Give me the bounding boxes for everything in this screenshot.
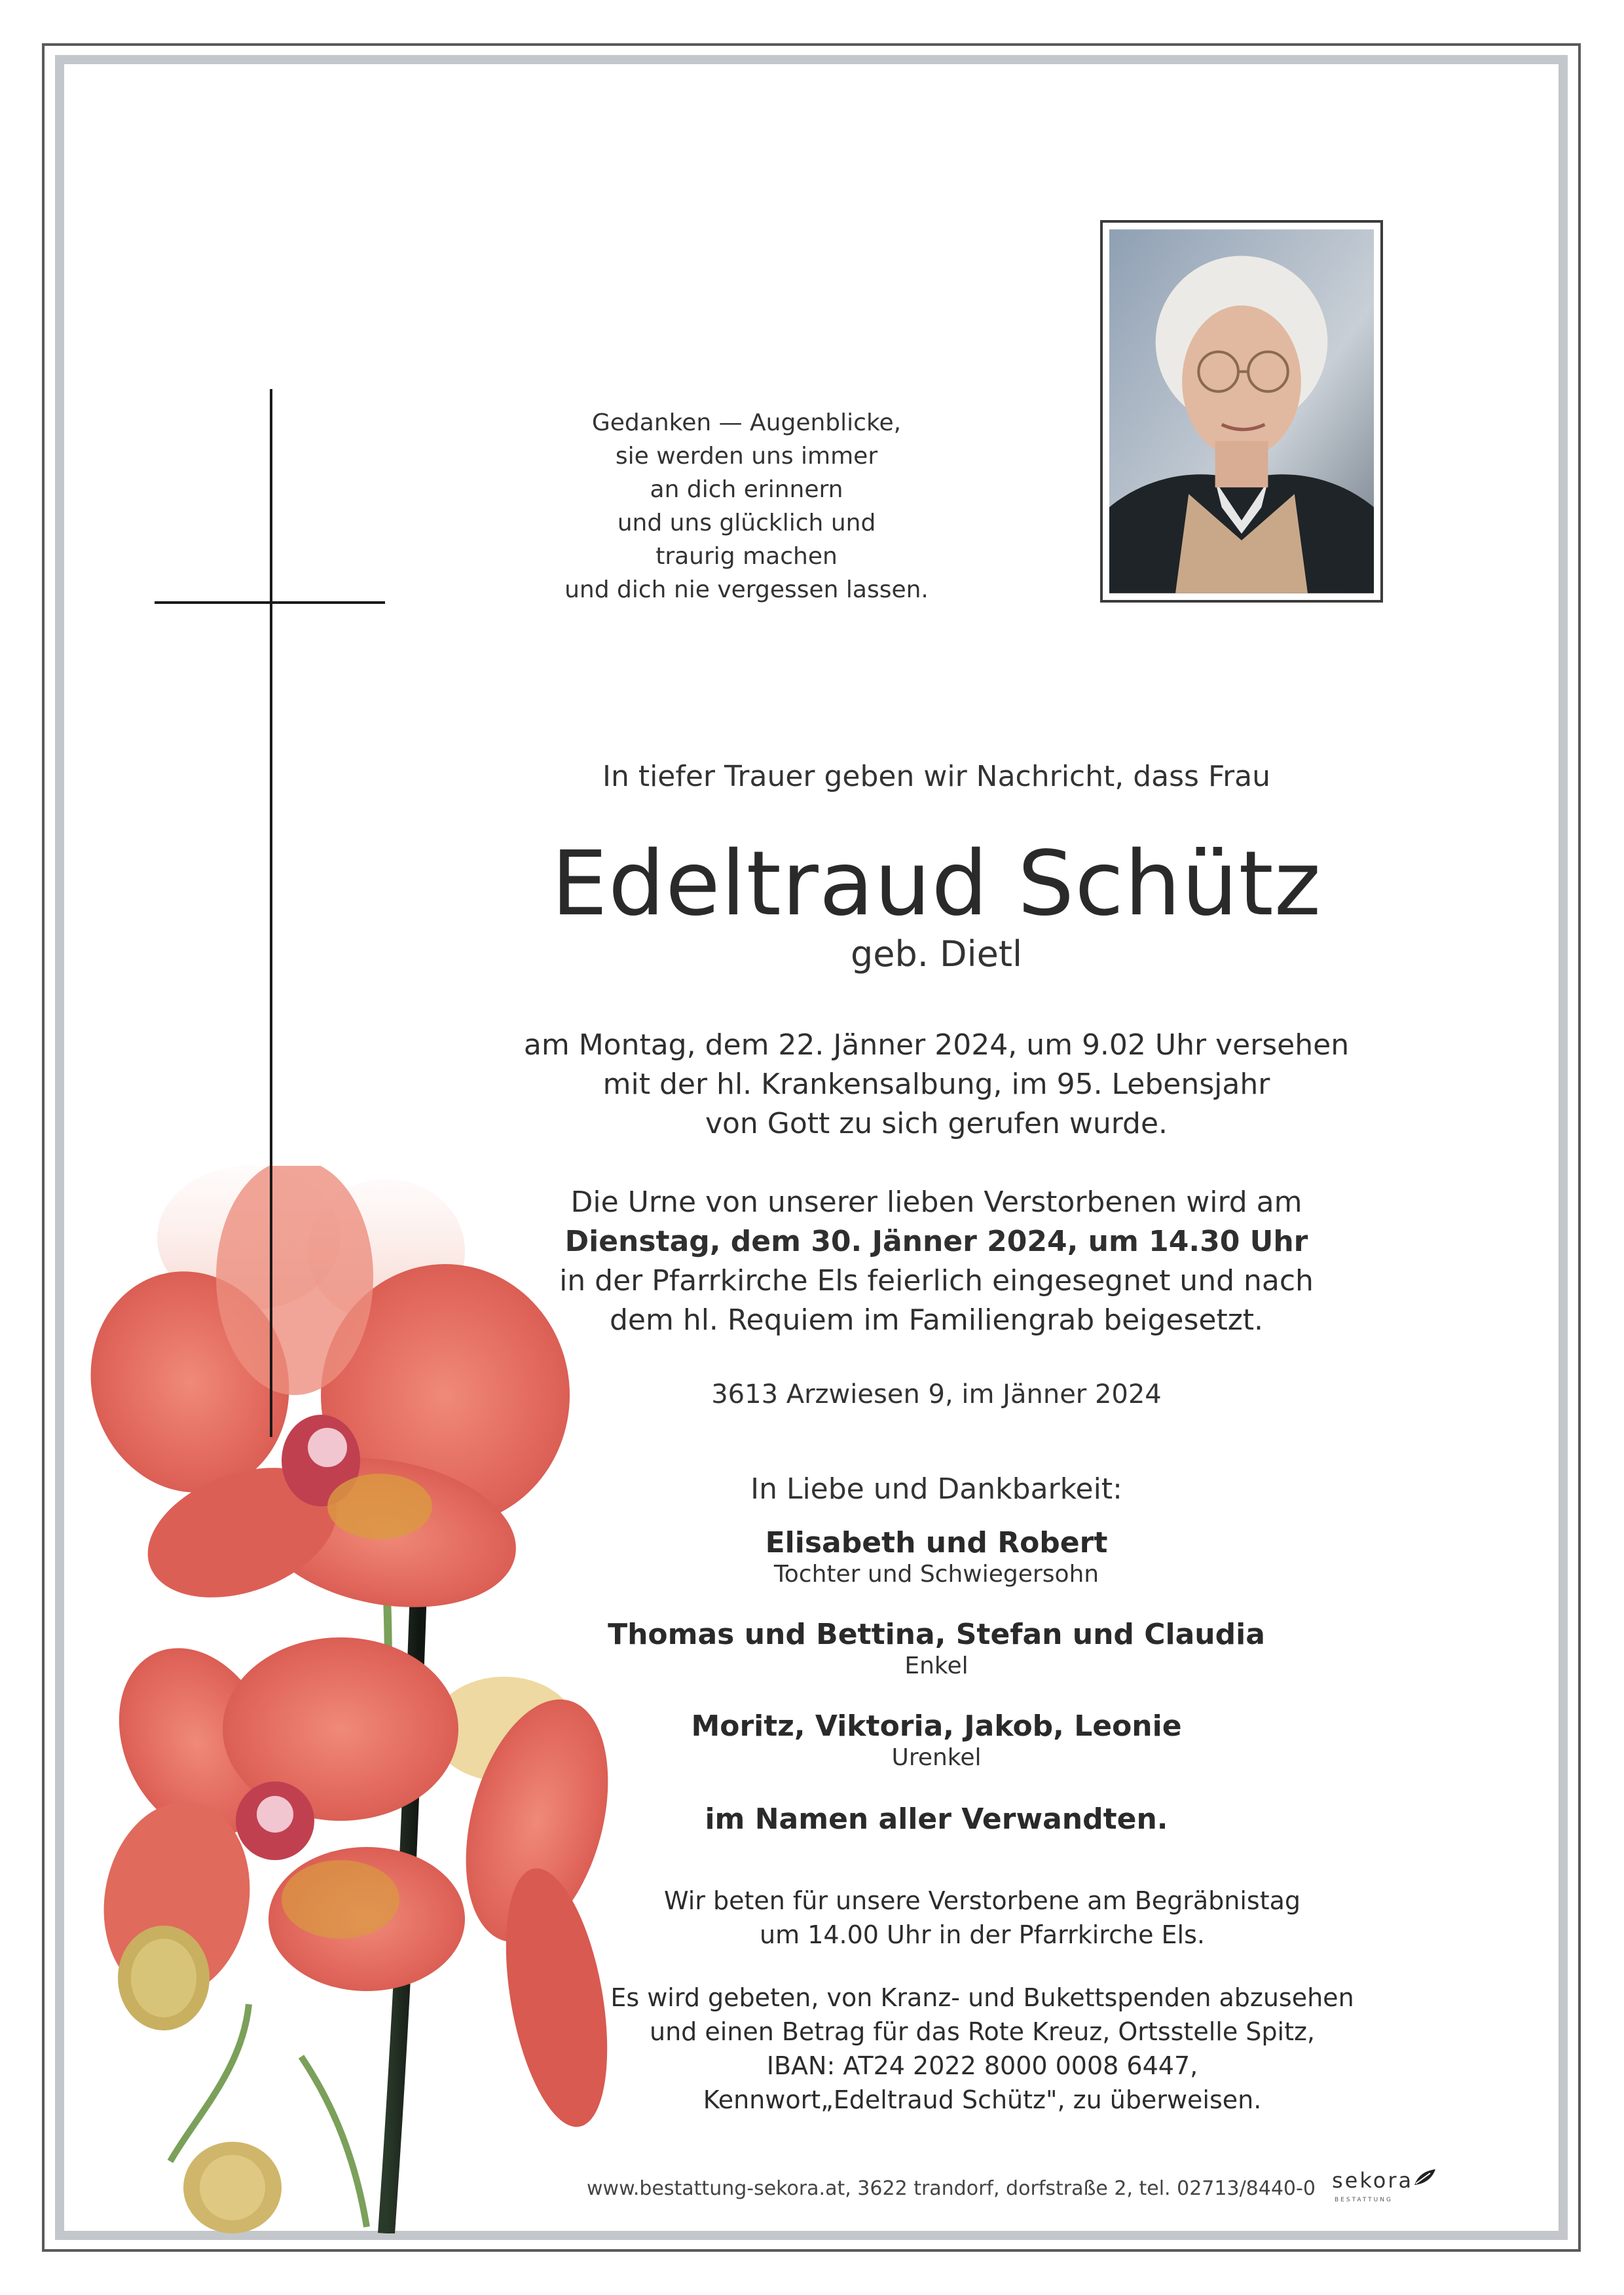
mourner-relation: Tochter und Schwiegersohn xyxy=(773,1561,1099,1588)
donation-notice xyxy=(563,1981,1401,2117)
poem-line: traurig machen xyxy=(655,543,838,570)
poem-line: an dich erinnern xyxy=(650,476,843,503)
poem-line: Gedanken — Augenblicke, xyxy=(591,409,902,436)
funeral-date: Dienstag, dem 30. Jänner 2024, um 14.30 Uhr xyxy=(564,1225,1308,1258)
funeral-notice xyxy=(458,1183,1414,1340)
poem-line: und dich nie vergessen lassen. xyxy=(564,576,929,603)
funeral-line: in der Pfarrkirche Els feierlich eingesegnet und nach xyxy=(559,1264,1314,1297)
prayer-line: um 14.00 Uhr in der Pfarrkirche Els. xyxy=(760,1920,1205,1949)
mourner-group xyxy=(458,1709,1414,1771)
logo-name: sekora xyxy=(1332,2168,1414,2193)
footer-contact: www.bestattung-sekora.at, 3622 trandorf, dorfstraße 2, tel. 02713/8440-0 xyxy=(587,2177,1316,2200)
donation-line: Es wird gebeten, von Kranz- und Bukettspenden abzusehen xyxy=(610,1983,1354,2012)
thanks-heading: In Liebe und Dankbarkeit: xyxy=(750,1472,1122,1506)
sekora-logo xyxy=(1332,2168,1437,2214)
mourner-names: Elisabeth und Robert xyxy=(765,1526,1108,1559)
mourner-relation: Urenkel xyxy=(891,1744,982,1771)
donation-line: Kennwort„Edeltraud Schütz", zu überweisen. xyxy=(703,2085,1262,2114)
cross-vertical xyxy=(270,389,272,1437)
mourner-group xyxy=(458,1526,1414,1588)
leaf-icon xyxy=(1413,2168,1437,2188)
intro-text: In tiefer Trauer geben wir Nachricht, dass Frau xyxy=(602,760,1271,793)
mourner-names: Moritz, Viktoria, Jakob, Leonie xyxy=(691,1709,1182,1743)
mourner-group xyxy=(458,1618,1414,1679)
funeral-line: dem hl. Requiem im Familiengrab beigesetzt. xyxy=(609,1303,1264,1337)
funeral-line: Die Urne von unserer lieben Verstorbenen wird am xyxy=(570,1185,1302,1219)
poem-line: und uns glücklich und xyxy=(617,510,876,536)
portrait-photo xyxy=(1100,220,1383,603)
poem xyxy=(537,406,956,606)
cross-horizontal xyxy=(155,601,385,604)
place-and-date: 3613 Arzwiesen 9, im Jänner 2024 xyxy=(711,1379,1162,1409)
death-notice-line: mit der hl. Krankensalbung, im 95. Lebensjahr xyxy=(602,1068,1270,1101)
logo-subtitle: BESTATTUNG xyxy=(1335,2197,1393,2203)
portrait-image xyxy=(1109,229,1374,593)
deceased-name: Edeltraud Schütz xyxy=(551,832,1322,936)
mourner-names: Thomas und Bettina, Stefan und Claudia xyxy=(608,1618,1265,1651)
death-notice-line: am Montag, dem 22. Jänner 2024, um 9.02 Uhr versehen xyxy=(523,1028,1350,1062)
donation-line: IBAN: AT24 2022 8000 0008 6447, xyxy=(766,2051,1198,2080)
prayer-line: Wir beten für unsere Verstorbene am Begräbnistag xyxy=(663,1886,1301,1915)
prayer-notice xyxy=(563,1884,1401,1952)
death-notice-line: von Gott zu sich gerufen wurde. xyxy=(705,1107,1168,1140)
poem-line: sie werden uns immer xyxy=(615,443,878,470)
donation-line: und einen Betrag für das Rote Kreuz, Ortsstelle Spitz, xyxy=(649,2017,1316,2046)
relatives-line: im Namen aller Verwandten. xyxy=(705,1802,1168,1836)
mourner-relation: Enkel xyxy=(904,1652,969,1679)
death-notice xyxy=(458,1026,1414,1144)
maiden-name: geb. Dietl xyxy=(850,933,1023,975)
